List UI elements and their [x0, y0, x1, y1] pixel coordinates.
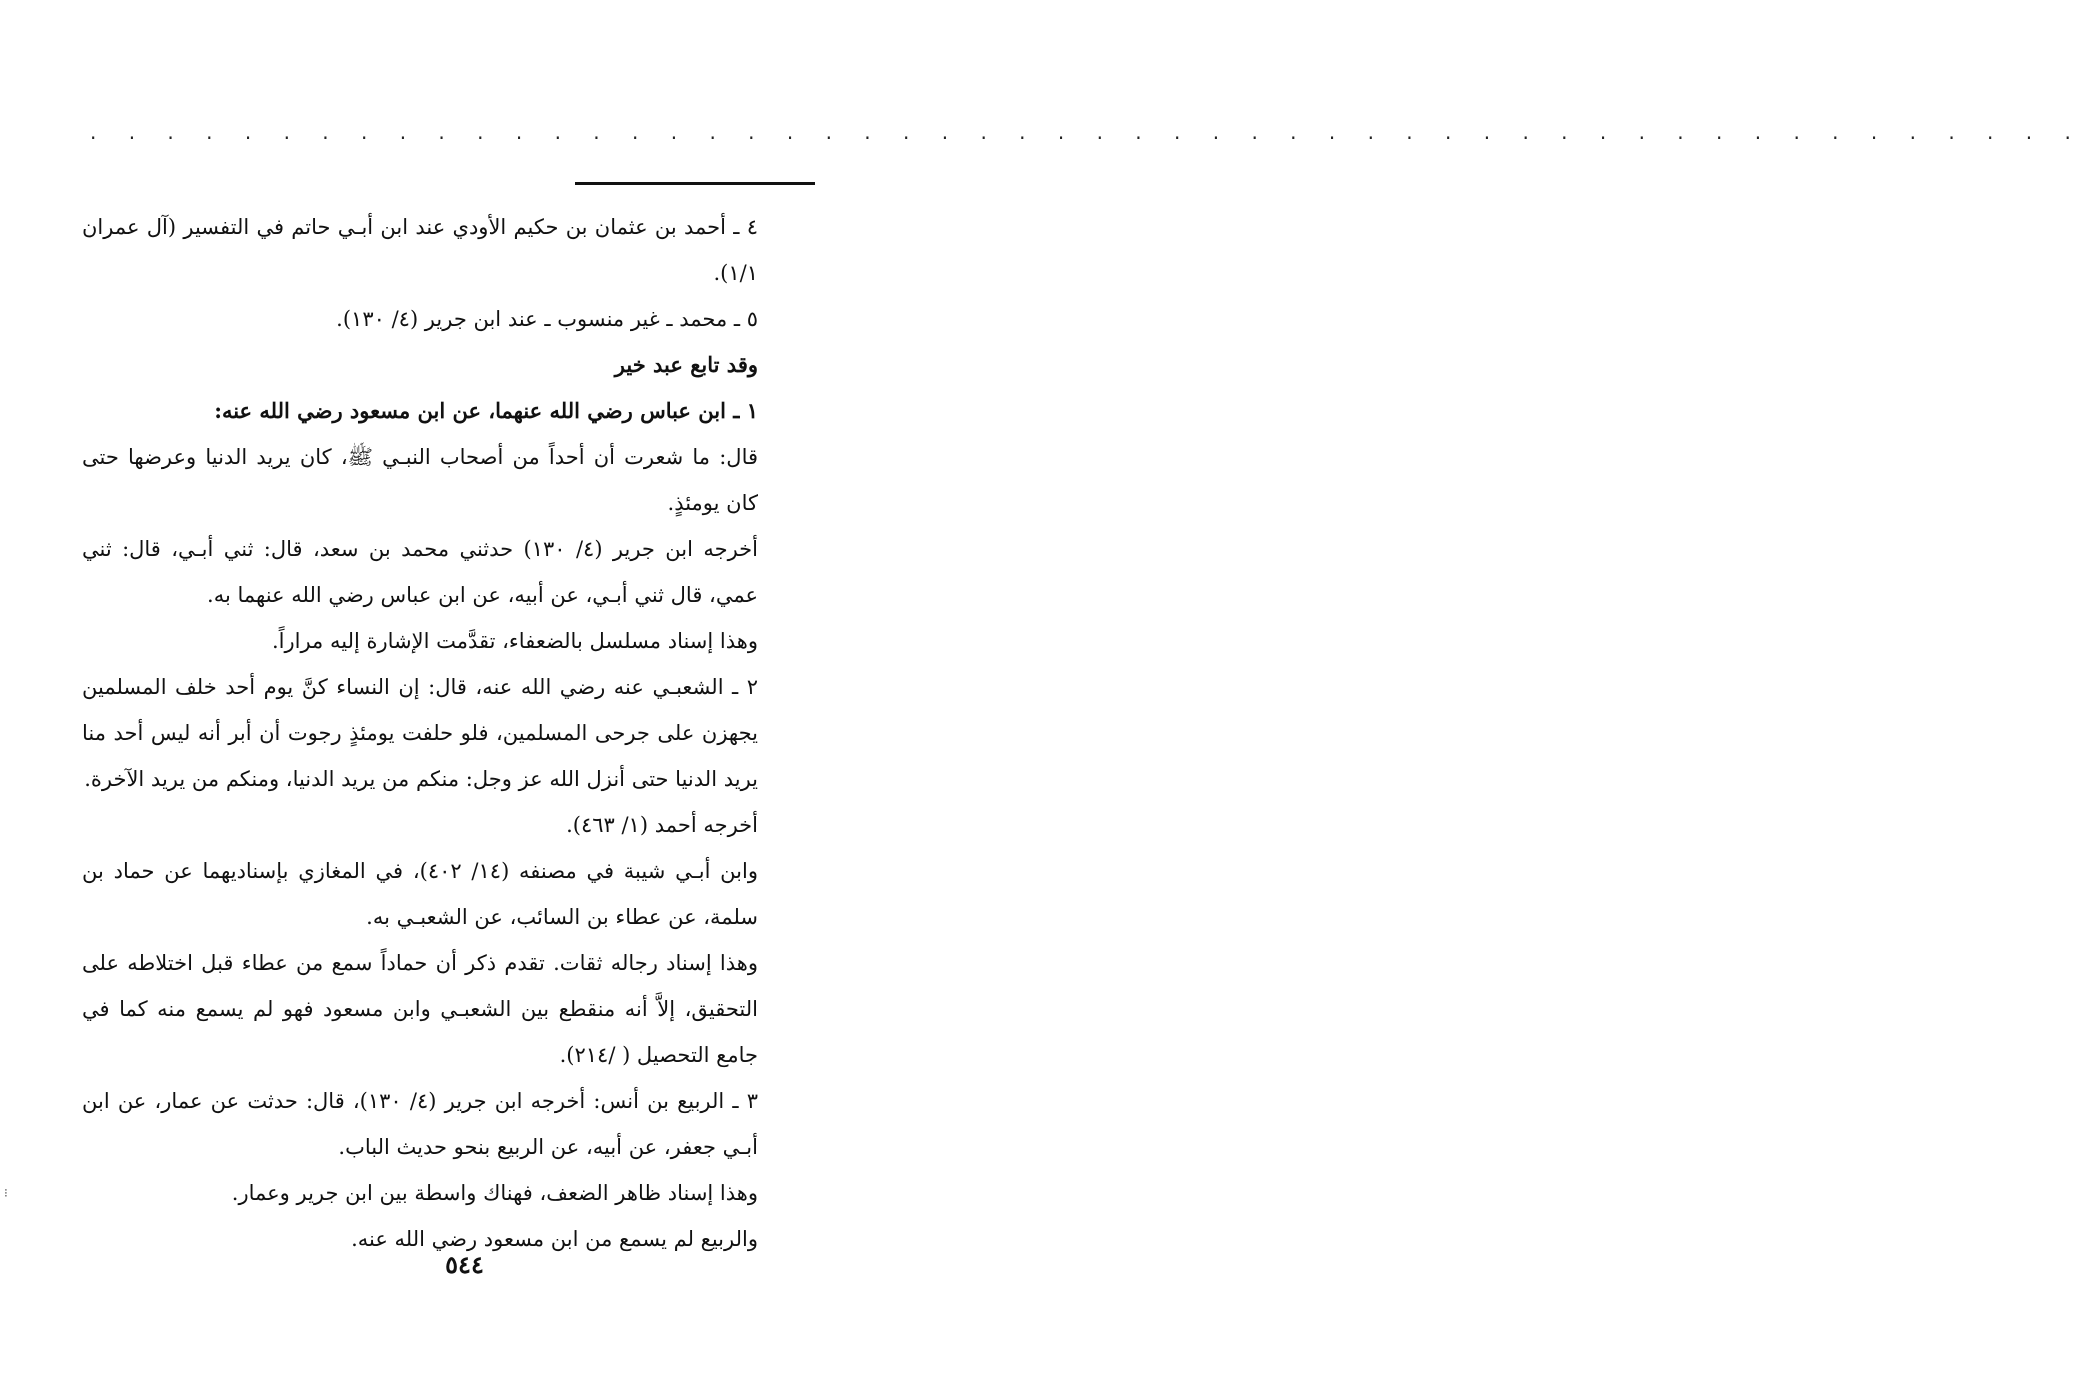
paragraph: وابن أبـي شيبة في مصنفه (١٤/ ٤٠٢)، في المغازي بإسناديهما عن حماد بن سلمة، عن عطاء بن السائب، عن الشعبـي به. — [82, 859, 758, 929]
paragraph: أخرجه أحمد (١/ ٤٦٣). — [566, 813, 758, 837]
paragraph: ٢ ـ الشعبـي عنه رضي الله عنه، قال: إن النساء كنَّ يوم أحد خلف المسلمين يجهزن على جرحى المسلمين، فلو حلفت يومئذٍ رجوت أن أبر أنه ليس أحد منا يريد الدنيا حتى أنزل الله عز وجل: منكم من يريد الدنيا، ومنكم من يريد الآخرة. — [82, 675, 758, 791]
section-heading: وقد تابع عبد خير — [614, 352, 758, 377]
paragraph: ٤ ـ أحمد بن عثمان بن حكيم الأودي عند ابن أبـي حاتم في التفسير (آل عمران ١/١). — [82, 215, 758, 285]
paragraph: وهذا إسناد ظاهر الضعف، فهناك واسطة بين ابن جرير وعمار. — [231, 1181, 758, 1205]
paragraph: ٣ ـ الربيع بن أنس: أخرجه ابن جرير (٤/ ١٣٠)، قال: حدثت عن عمار، عن ابن أبـي جعفر، عن أبيه، عن الربيع بنحو حديث الباب. — [82, 1089, 759, 1159]
paragraph: ١ ـ ابن عباس رضي الله عنهما، عن ابن مسعود رضي الله عنه: — [214, 398, 758, 423]
page-number: ٥٤٤ — [445, 1250, 484, 1279]
paragraph: والربيع لم يسمع من ابن مسعود رضي الله عنه. — [351, 1227, 758, 1251]
paragraph: قال: ما شعرت أن أحداً من أصحاب النبـي ﷺ، كان يريد الدنيا وعرضها حتى كان يومئذٍ. — [82, 445, 758, 515]
paragraph: وهذا إسناد رجاله ثقات. تقدم ذكر أن حماداً سمع من عطاء قبل اختلاطه على التحقيق، إلاَّ أنه منقطع بين الشعبـي وابن مسعود فهو لم يسمع منه كما في جامع التحصيل ( /٢١٤). — [82, 951, 758, 1067]
paragraph: أخرجه ابن جرير (٤/ ١٣٠) حدثني محمد بن سعد، قال: ثني أبـي، قال: ثني عمي، قال ثني أبـي، عن أبيه، عن ابن عباس رضي الله عنهما به. — [82, 537, 758, 607]
paragraph: وهذا إسناد مسلسل بالضعفاء، تقدَّمت الإشارة إليه مراراً. — [271, 629, 758, 653]
footnote-rule — [575, 182, 815, 185]
scan-mark: ⁝ — [4, 1186, 8, 1200]
paragraph: ٥ ـ محمد ـ غير منسوب ـ عند ابن جرير (٤/ ١٣٠). — [336, 307, 758, 331]
dotted-separator: . . . . . . . . . . . . . . . . . . . . . . . . . . . . . . . . . . . . . . . . . . . . . . . . . . . . — [90, 120, 2084, 144]
footnote-body — [82, 204, 814, 1262]
